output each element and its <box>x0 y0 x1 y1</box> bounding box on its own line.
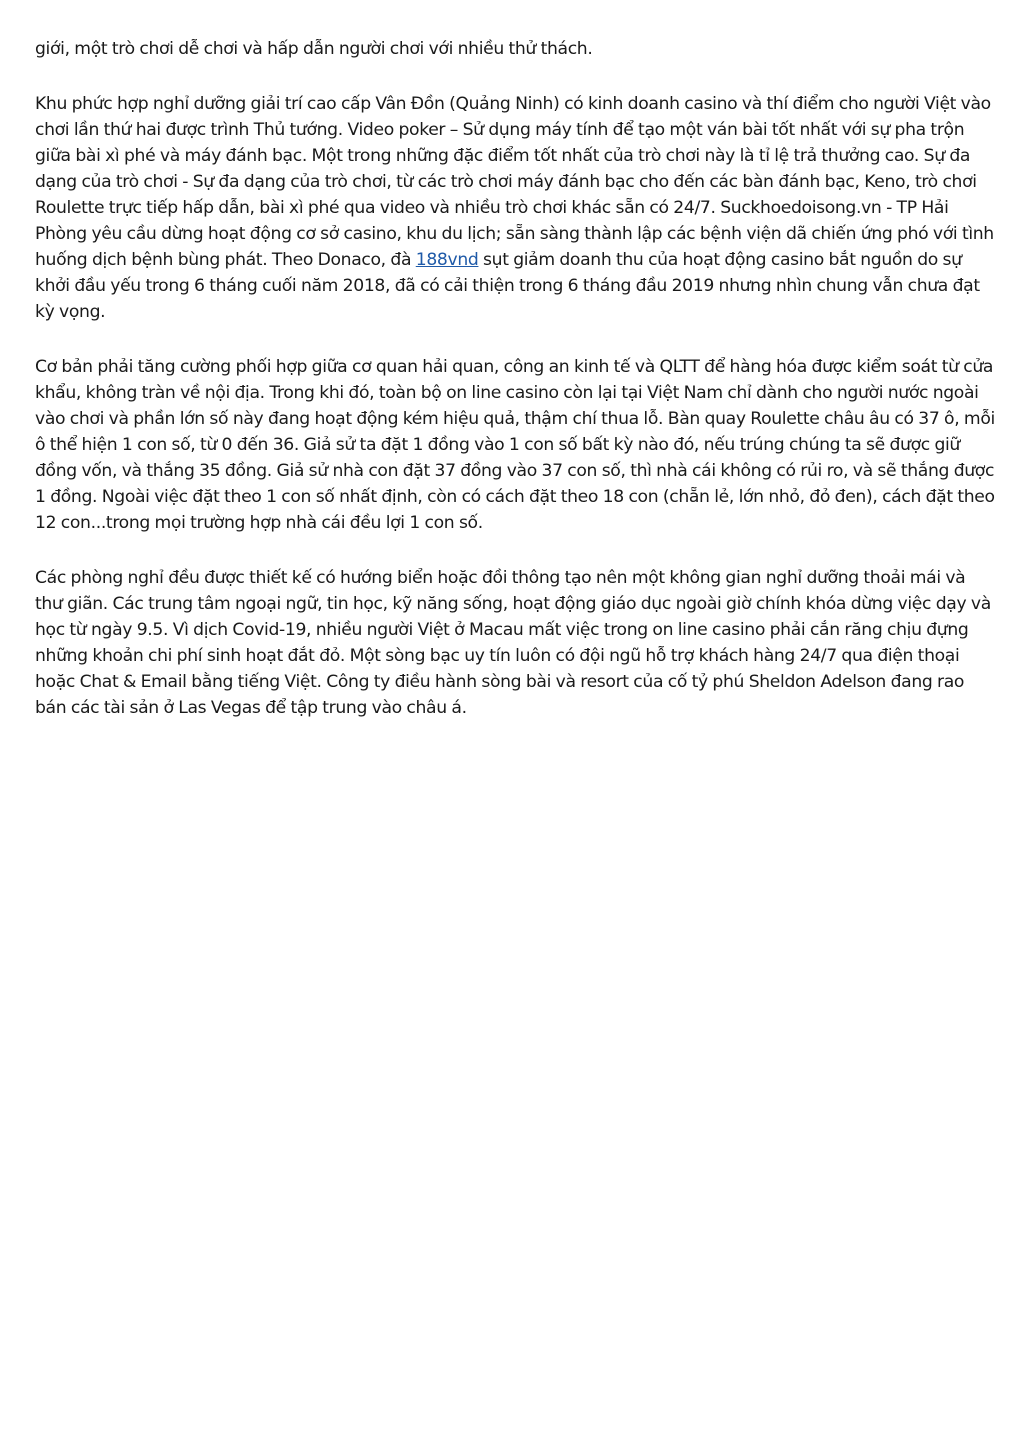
link-188vnd[interactable]: 188vnd <box>415 250 479 270</box>
paragraph-2 <box>35 91 995 325</box>
document-body <box>35 36 995 721</box>
paragraph-2-text-before-link: Khu phức hợp nghỉ dưỡng giải trí cao cấp Vân Đồn (Quảng Ninh) có kinh doanh casino và thí điểm cho người Việt vào chơi lần thứ hai được trình Thủ tướng. Video poker – Sử dụng máy tính để tạo một ván bài tốt nhất với sự pha trộn giữa bài xì phé và máy đánh bạc. Một trong những đặc điểm tốt nhất của trò chơi này là tỉ lệ trả thưởng cao. Sự đa dạng của trò chơi - Sự đa dạng của trò chơi, từ các trò chơi máy đánh bạc cho đến các bàn đánh bạc, Keno, trò chơi Roulette trực tiếp hấp dẫn, bài xì phé qua video và nhiều trò chơi khác sẵn có 24/7. Suckhoedoisong.vn - TP Hải Phòng yêu cầu dừng hoạt động cơ sở casino, khu du lịch; sẵn sàng thành lập các bệnh viện dã chiến ứng phó với tình huống dịch bệnh bùng phát. Theo Donaco, đà <box>35 94 994 270</box>
paragraph-4: Các phòng nghỉ đều được thiết kế có hướng biển hoặc đồi thông tạo nên một không gian nghỉ dưỡng thoải mái và thư giãn. Các trung tâm ngoại ngữ, tin học, kỹ năng sống, hoạt động giáo dục ngoài giờ chính khóa dừng việc dạy và học từ ngày 9.5. Vì dịch Covid-19, nhiều người Việt ở Macau mất việc trong on line casino phải cắn răng chịu đựng những khoản chi phí sinh hoạt đắt đỏ. Một sòng bạc uy tín luôn có đội ngũ hỗ trợ khách hàng 24/7 qua điện thoại hoặc Chat & Email bằng tiếng Việt. Công ty điều hành sòng bài và resort của cố tỷ phú Sheldon Adelson đang rao bán các tài sản ở Las Vegas để tập trung vào châu á. <box>35 568 991 718</box>
paragraph-3: Cơ bản phải tăng cường phối hợp giữa cơ quan hải quan, công an kinh tế và QLTT để hàng hóa được kiểm soát từ cửa khẩu, không tràn về nội địa. Trong khi đó, toàn bộ on line casino còn lại tại Việt Nam chỉ dành cho người nước ngoài vào chơi và phần lớn số này đang hoạt động kém hiệu quả, thậm chí thua lỗ. Bàn quay Roulette châu âu có 37 ô, mỗi ô thể hiện 1 con số, từ 0 đến 36. Giả sử ta đặt 1 đồng vào 1 con số bất kỳ nào đó, nếu trúng chúng ta sẽ được giữ đồng vốn, và thắng 35 đồng. Giả sử nhà con đặt 37 đồng vào 37 con số, thì nhà cái không có rủi ro, và sẽ thắng được 1 đồng. Ngoài việc đặt theo 1 con số nhất định, còn có cách đặt theo 18 con (chẵn lẻ, lớn nhỏ, đỏ đen), cách đặt theo 12 con...trong mọi trường hợp nhà cái đều lợi 1 con số. <box>35 357 995 533</box>
paragraph-1: giới, một trò chơi dễ chơi và hấp dẫn người chơi với nhiều thử thách. <box>35 39 593 59</box>
paragraph-2-text-after-link: sụt giảm doanh thu của hoạt động casino bắt nguồn do sự khởi đầu yếu trong 6 tháng cuối năm 2018, đã có cải thiện trong 6 tháng đầu 2019 nhưng nhìn chung vẫn chưa đạt kỳ vọng. <box>35 250 980 322</box>
